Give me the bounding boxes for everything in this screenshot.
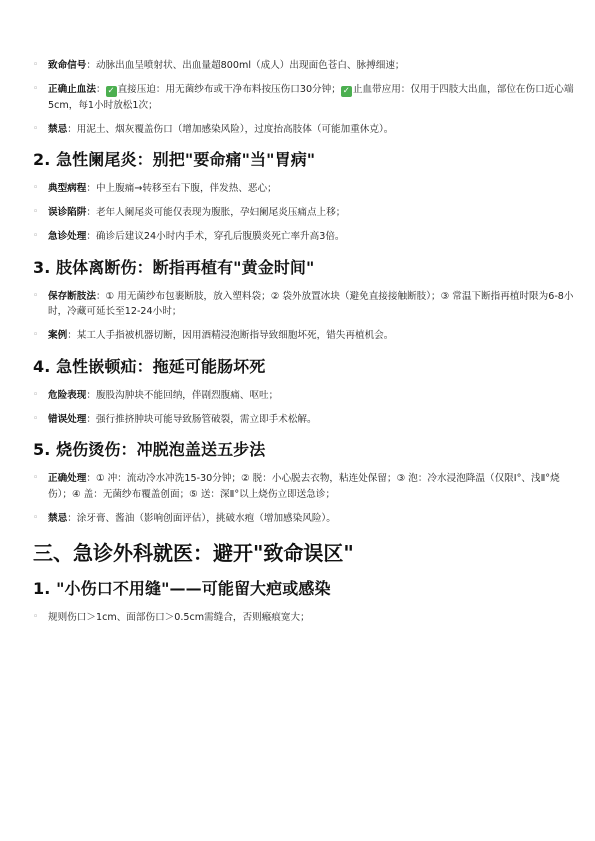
item-text: ：涂牙膏、酱油（影响创面评估），挑破水疱（增加感染风险）。: [67, 512, 336, 524]
item-text: ：中上腹痛→转移至右下腹，伴发热、恶心；: [86, 183, 277, 194]
item-label: 案例: [48, 330, 68, 341]
item-text: 规则伤口＞1cm、面部伤口＞0.5cm需缝合，否则瘢痕宽大；: [48, 612, 310, 623]
burns-bullets: [33, 471, 578, 526]
bullet-icon: ◦: [33, 183, 39, 193]
amputation-bullets: [33, 289, 578, 344]
item-label: 正确处理: [48, 473, 87, 484]
item-text: ：确诊后建议24小时内手术，穿孔后腹膜炎死亡率升高3倍。: [86, 231, 345, 242]
hernia-bullets: [33, 388, 578, 428]
list-item: [33, 328, 578, 344]
item-label: 急诊处理: [48, 231, 87, 242]
bullet-icon: ◦: [33, 473, 39, 483]
list-item: [33, 610, 578, 626]
bullet-icon: ◦: [33, 389, 39, 400]
list-item: [33, 181, 578, 197]
section-heading-hernia: 4. 急性嵌顿疝：拖延可能肠坏死: [33, 356, 266, 376]
bullet-icon: ◦: [33, 84, 39, 94]
section-heading-amputation: 3. 肢体离断伤：断指再植有"黄金时间": [33, 257, 315, 277]
bullet-icon: ◦: [33, 512, 39, 523]
item-label: 错误处理: [48, 413, 87, 425]
item-text: ：① 用无菌纱布包裹断肢，放入塑料袋；② 袋外放置冰块（避免直接接触断肢）；③ 常温下断指再植时限为6-8小时，冷藏可延长至12-24小时；: [48, 290, 574, 317]
content: [33, 58, 578, 634]
list-item: [33, 471, 578, 502]
section-heading-burns: 5. 烧伤烫伤：冲脱泡盖送五步法: [33, 440, 266, 459]
list-item: [33, 511, 578, 527]
list-item: [33, 122, 578, 138]
list-item: [33, 388, 578, 404]
list-item: [33, 289, 578, 320]
bleeding-bullets: [33, 58, 578, 137]
bullet-icon: ◦: [33, 330, 39, 340]
item-text: ：: [95, 84, 106, 95]
bullet-icon: ◦: [33, 60, 39, 70]
item-text: ：腹股沟肿块不能回纳，伴剧烈腹痛、呕吐；: [86, 389, 279, 401]
bullet-icon: ◦: [33, 231, 39, 241]
item-label: 致命信号: [48, 60, 87, 71]
bullet-icon: ◦: [33, 612, 39, 622]
bullet-icon: ◦: [33, 413, 39, 424]
item-label: 保存断肢法: [48, 290, 96, 302]
item-label: 危险表现: [48, 389, 87, 401]
item-text: ：用泥土、烟灰覆盖伤口（增加感染风险），过度抬高肢体（可能加重休克）。: [67, 123, 394, 135]
small-wound-bullets: [33, 610, 578, 626]
check-icon: ✓: [107, 86, 115, 96]
list-item: [33, 205, 578, 221]
list-item: [33, 229, 578, 245]
bullet-icon: ◦: [33, 290, 39, 301]
bullet-icon: ◦: [33, 123, 39, 134]
check-icon: ✓: [342, 86, 350, 96]
item-label: 正确止血法: [48, 84, 96, 95]
item-text: ：① 冲：流动冷水冲洗15-30分钟；② 脱：小心脱去衣物，粘连处保留；③ 泡：冷水浸泡降温（仅限Ⅰ°、浅Ⅱ°烧伤）；④ 盖：无菌纱布覆盖创面；⑤ 送：深Ⅱ°以上烧伤立即送急诊；: [48, 473, 560, 500]
item-text: 直接压迫：用无菌纱布或干净布料按压伤口30分钟；: [117, 84, 341, 95]
item-text: ：某工人手指被机器切断，因用酒精浸泡断指导致细胞坏死，错失再植机会。: [67, 330, 394, 341]
section-heading-appendicitis: 2. 急性阑尾炎：别把"要命痛"当"胃病": [33, 150, 316, 169]
section-heading-small-wound: 1. "小伤口不用缝"——可能留大疤或感染: [33, 579, 331, 598]
item-label: 典型病程: [48, 183, 87, 194]
item-text: ：老年人阑尾炎可能仅表现为腹胀，孕妇阑尾炎压痛点上移；: [86, 207, 346, 218]
item-text: ：强行推挤肿块可能导致肠管破裂，需立即手术松解。: [86, 413, 317, 425]
appendicitis-bullets: [33, 181, 578, 245]
item-label: 禁忌: [48, 123, 68, 135]
item-label: 误诊陷阱: [48, 207, 87, 218]
part-heading-er-surgery: 三、急诊外科就医：避开"致命误区": [33, 541, 354, 565]
bullet-icon: ◦: [33, 207, 39, 217]
item-text: 止血带应用：仅用于四肢大出血，部位在伤口近心端5cm，每1小时放松1次；: [48, 84, 574, 111]
list-item: [33, 82, 578, 113]
list-item: [33, 412, 578, 428]
item-text: ：动脉出血呈喷射状、出血量超800ml（成人）出现面色苍白、脉搏细速；: [86, 60, 405, 71]
list-item: [33, 58, 578, 74]
item-label: 禁忌: [48, 512, 68, 524]
